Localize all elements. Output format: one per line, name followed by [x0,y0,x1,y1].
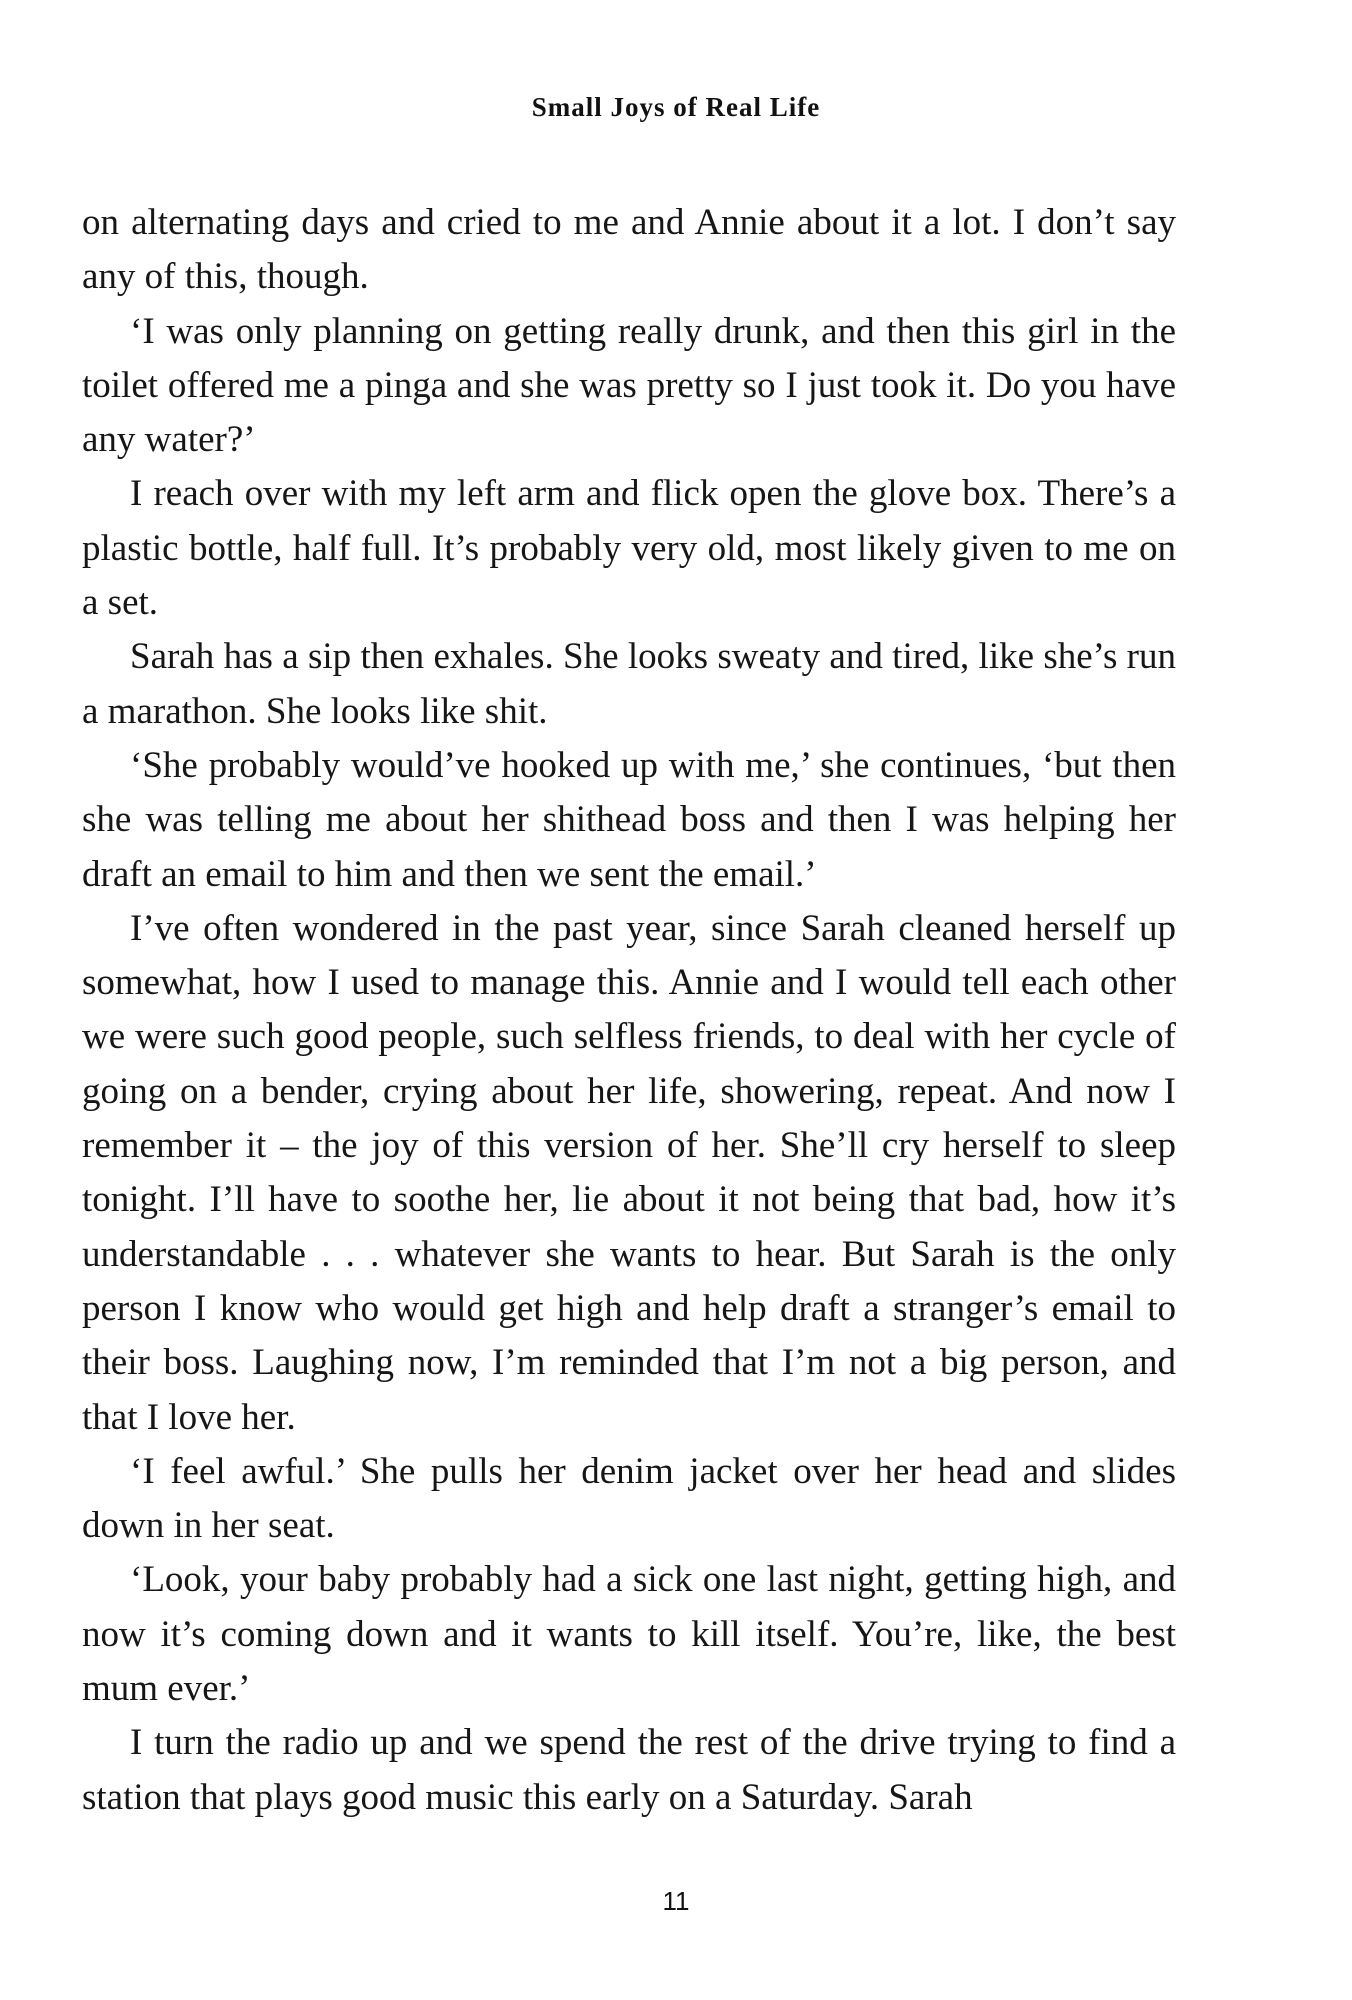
paragraph-7: ‘I feel awful.’ She pulls her denim jacket over her head and slides down in her seat. [82,1450,1176,1547]
paragraph-3: I reach over with my left arm and flick open the glove box. There’s a plastic bottle, half full. It’s probably very old, most likely given to me on a set. [82,473,1176,624]
page-number: 11 [662,1886,690,1916]
paragraph-6: I’ve often wondered in the past year, since Sarah cleaned herself up somewhat, how I used to manage this. Annie and I would tell each other we were such good people, such selfless friends, to deal with her cycle of going on a bender, crying about her life, showering, repeat. And now I remember it – the joy of this version of her. She’ll cry herself to sleep tonight. I’ll have to soothe her, lie about it not being that bad, how it’s understandable . . . whatever she wants to hear. But Sarah is the only person I know who would get high and help draft a stranger’s email to their boss. Laughing now, I’m reminded that I’m not a big person, and that I love her. [82,907,1176,1438]
running-head: Small Joys of Real Life [531,92,821,122]
paragraph-8: ‘Look, your baby probably had a sick one last night, getting high, and now it’s coming down and it wants to kill itself. You’re, like, the best mum ever.’ [82,1559,1176,1710]
paragraph-2: ‘I was only planning on getting really drunk, and then this girl in the toilet offered me a pinga and she was pretty so I just took it. Do you have any water?’ [82,310,1176,461]
body-text [82,196,1176,1825]
paragraph-1: on alternating days and cried to me and Annie about it a lot. I don’t say any of this, though. [82,202,1176,298]
paragraph-4: Sarah has a sip then exhales. She looks sweaty and tired, like she’s run a marathon. She looks like shit. [82,636,1176,732]
paragraph-5: ‘She probably would’ve hooked up with me,’ she continues, ‘but then she was telling me about her shithead boss and then I was helping her draft an email to him and then we sent the email.’ [82,744,1176,895]
paragraph-9: I turn the radio up and we spend the rest of the drive trying to find a station that plays good music this early on a Saturday. Sarah [82,1722,1176,1818]
